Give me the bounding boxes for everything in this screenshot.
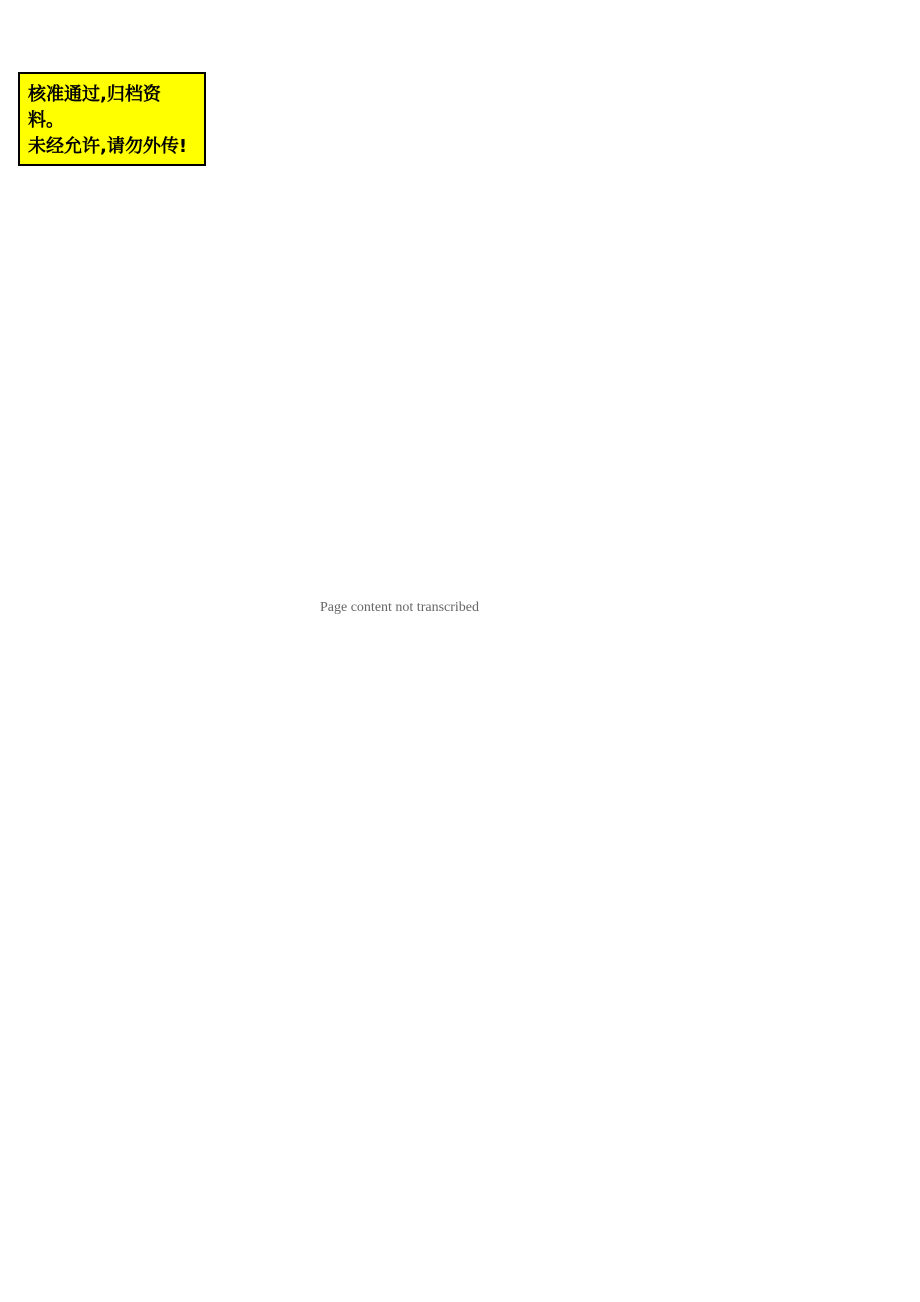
status-text: Page content not transcribed xyxy=(320,600,480,615)
notice-line-2: 未经允许,请勿外传! xyxy=(28,136,188,157)
archive-notice xyxy=(18,72,206,166)
notice-line-1: 核准通过,归档资料。 xyxy=(28,84,161,131)
